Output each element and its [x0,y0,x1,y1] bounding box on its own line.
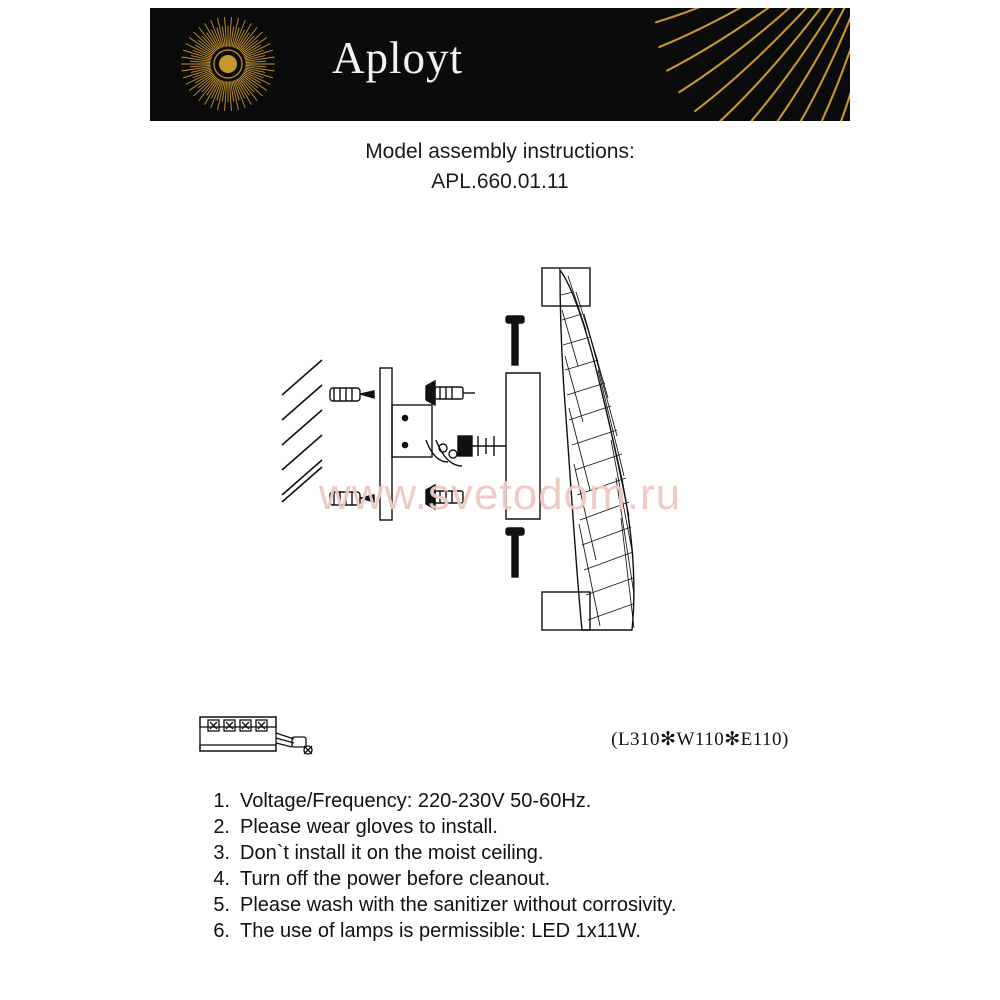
instructions-list [196,790,956,946]
list-item [196,920,956,943]
dowel-and-screw-lower [330,485,463,509]
list-item [196,790,956,813]
list-item-text: Don`t install it on the moist ceiling. [240,842,544,864]
bottom-cap [542,592,590,630]
wall-surface-hatching-lower [282,467,322,502]
list-item [196,816,956,839]
mounting-bracket [380,368,432,520]
list-item-number: 1. [213,790,230,812]
list-item-number: 2. [213,816,230,838]
wiring-terminal [426,436,506,466]
list-item [196,894,956,917]
dowel-and-screw-upper [330,381,475,405]
list-item-number: 4. [213,868,230,890]
list-item-number: 6. [213,920,230,942]
lamp-back-plate [506,373,540,519]
list-item-text: Voltage/Frequency: 220-230V 50-60Hz. [240,790,592,812]
brand-banner [150,8,850,121]
watermark-text: www.svetodom.ru [318,470,682,519]
model-code: APL.660.01.11 [431,170,569,193]
decorative-glass-panel [560,270,634,630]
dimensions-label: (L310✻W110✻E110) [611,729,789,750]
wall-lamp-assembly-diagram [230,240,790,660]
list-item-text: Please wear gloves to install. [240,816,498,838]
brand-name: Aployt [332,33,464,83]
fixing-screw-bottom [506,528,524,577]
list-item [196,842,956,865]
list-item-number: 3. [213,842,230,864]
list-item-text: Please wash with the sanitizer without corrosivity. [240,894,677,916]
sunburst-logo-icon [178,14,278,114]
list-item-number: 5. [213,894,230,916]
radiating-rays-decor-icon [560,8,850,121]
page-title: Model assembly instructions: [365,140,635,163]
top-cap [542,268,590,306]
wall-surface-hatching [282,360,322,495]
list-item-text: Turn off the power before cleanout. [240,868,551,890]
terminal-block-wiring-icon [196,705,326,775]
fixing-screw-top [506,316,524,365]
list-item [196,868,956,891]
list-item-text: The use of lamps is permissible: LED 1x11W. [240,920,641,942]
